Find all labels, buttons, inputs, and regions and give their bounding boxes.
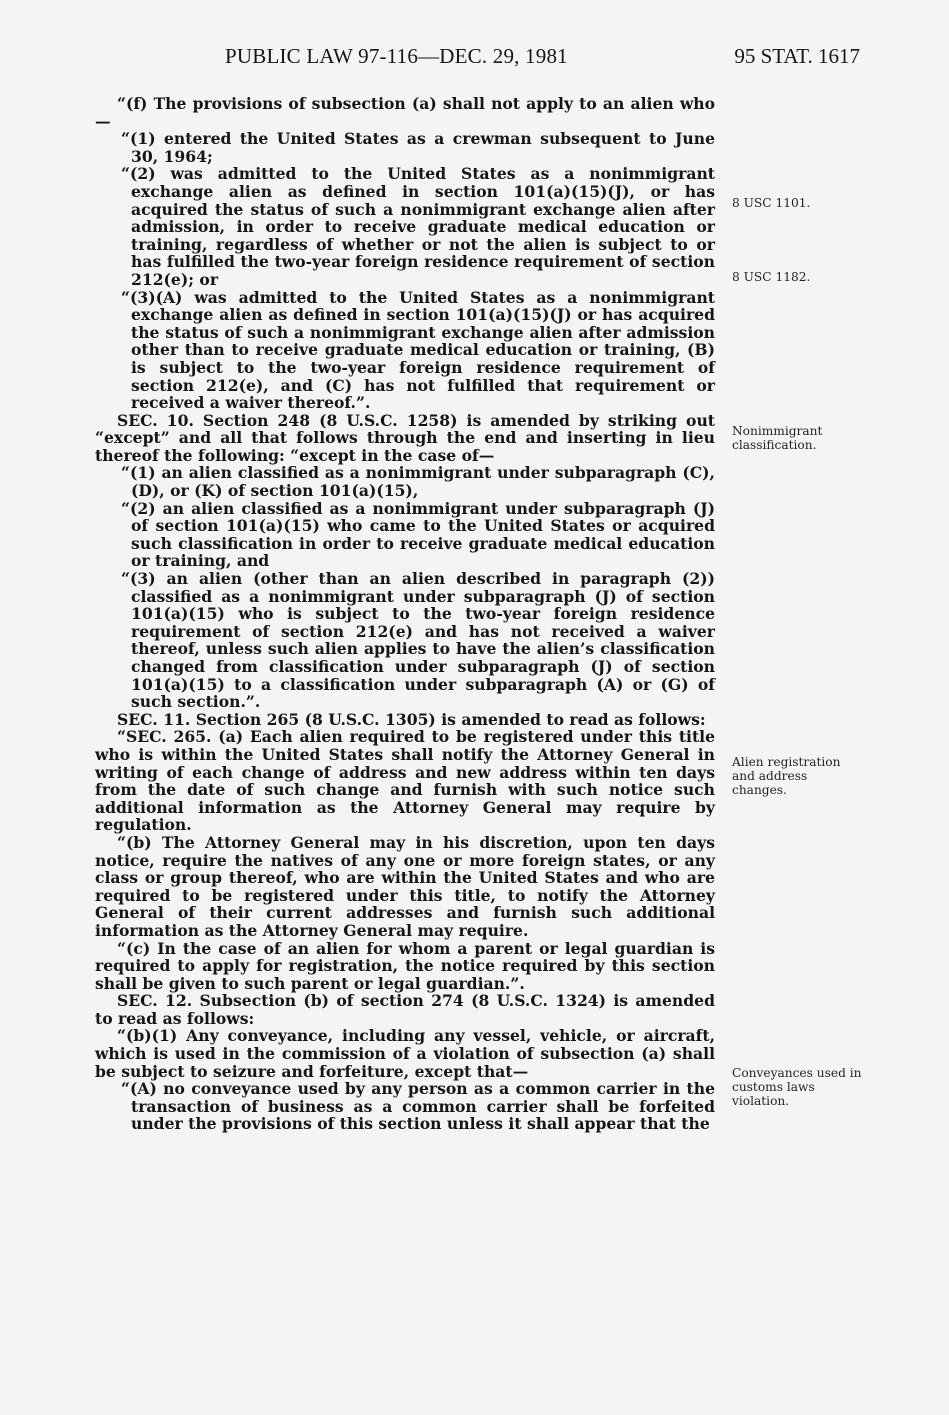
paragraph: “(1) an alien classified as a nonimmigrant under subparagraph (C), (D), or (K) of section 101(a)(15), bbox=[121, 463, 715, 501]
margin-note-usc-1101: 8 USC 1101. bbox=[732, 196, 811, 210]
margin-note-conveyances: Conveyances used in customs laws violation. bbox=[732, 1066, 862, 1108]
paragraph: “(1) entered the United States as a crewman subsequent to June 30, 1964; bbox=[121, 129, 715, 166]
paragraph: “(2) was admitted to the United States as a nonimmigrant exchange alien as defined in section 101(a)(15)(J), or has acquired the status of such a nonimmigrant exchange alien after admission, in order to receive graduate medical education or training, regardless of whether or not the alien is subject to or has fulfilled the two-year foreign residence requirement of section 212(e); or bbox=[121, 164, 715, 289]
margin-note-alien-registration: Alien registration and address changes. bbox=[732, 755, 841, 797]
paragraph: “(3) an alien (other than an alien described in paragraph (2)) classified as a nonimmigrant under subparagraph (J) of section 101(a)(15) who is subject to the two-year foreign residence requirement of section 212(e) and has not received a waiver thereof, unless such alien applies to have the alien’s classification changed from classification under subparagraph (J) of section 101(a)(15) to a classification under subparagraph (A) or (G) of such section.”. bbox=[121, 569, 715, 712]
page-header bbox=[95, 44, 860, 78]
margin-note-usc-1182: 8 USC 1182. bbox=[732, 270, 811, 284]
paragraph: “(A) no conveyance used by any person as a common carrier in the transaction of business as a common carrier shall be forfeited under the provisions of this section unless it shall appear that the bbox=[121, 1079, 715, 1134]
paragraph: SEC. 12. Subsection (b) of section 274 (8 U.S.C. 1324) is amended to read as follows: bbox=[95, 991, 715, 1028]
header-title: PUBLIC LAW 97-116—DEC. 29, 1981 bbox=[225, 44, 568, 68]
paragraph: “(f) The provisions of subsection (a) shall not apply to an alien who— bbox=[95, 94, 715, 131]
paragraph: SEC. 10. Section 248 (8 U.S.C. 1258) is amended by striking out “except” and all that follows through the end and inserting in lieu thereof the following: “except in the case of— bbox=[95, 410, 715, 465]
paragraph: “(b) The Attorney General may in his discretion, upon ten days notice, require the natives of any one or more foreign states, or any class or group thereof, who are within the United States and who are required to be registered under this title, to notify the Attorney General of their current addresses and furnish such additional information as the Attorney General may require. bbox=[95, 832, 715, 940]
paragraph: “(3)(A) was admitted to the United States as a nonimmigrant exchange alien as defined in section 101(a)(15)(J) or has acquired the status of such a nonimmigrant exchange alien after admission other than to receive graduate medical education or training, (B) is subject to the two-year foreign residence requirement of section 212(e), and (C) has not fulfilled that requirement or received a waiver thereof.”. bbox=[121, 287, 715, 413]
paragraph: SEC. 11. Section 265 (8 U.S.C. 1305) is amended to read as follows: bbox=[117, 709, 706, 729]
paragraph: “(b)(1) Any conveyance, including any vessel, vehicle, or aircraft, which is used in the commission of a violation of subsection (a) shall be subject to seizure and forfeiture, except that— bbox=[95, 1026, 715, 1081]
paragraph: “SEC. 265. (a) Each alien required to be registered under this title who is within the United States shall notify the Attorney General in writing of each change of address and new address within ten days from the date of such change and furnish with such notice such additional information as the Attorney General may require by regulation. bbox=[95, 727, 715, 835]
statute-page-number: 95 STAT. 1617 bbox=[734, 44, 860, 68]
body-text bbox=[95, 95, 715, 1133]
margin-note-nonimmigrant: Nonimmigrant classification. bbox=[732, 424, 823, 452]
paragraph: “(c) In the case of an alien for whom a parent or legal guardian is required to apply for registration, the notice required by this section shall be given to such parent or legal guardian.”. bbox=[95, 938, 715, 993]
paragraph: “(2) an alien classified as a nonimmigrant under subparagraph (J) of section 101(a)(15) who came to the United States or acquired such classification in order to receive graduate medical education or training, and bbox=[121, 498, 715, 571]
